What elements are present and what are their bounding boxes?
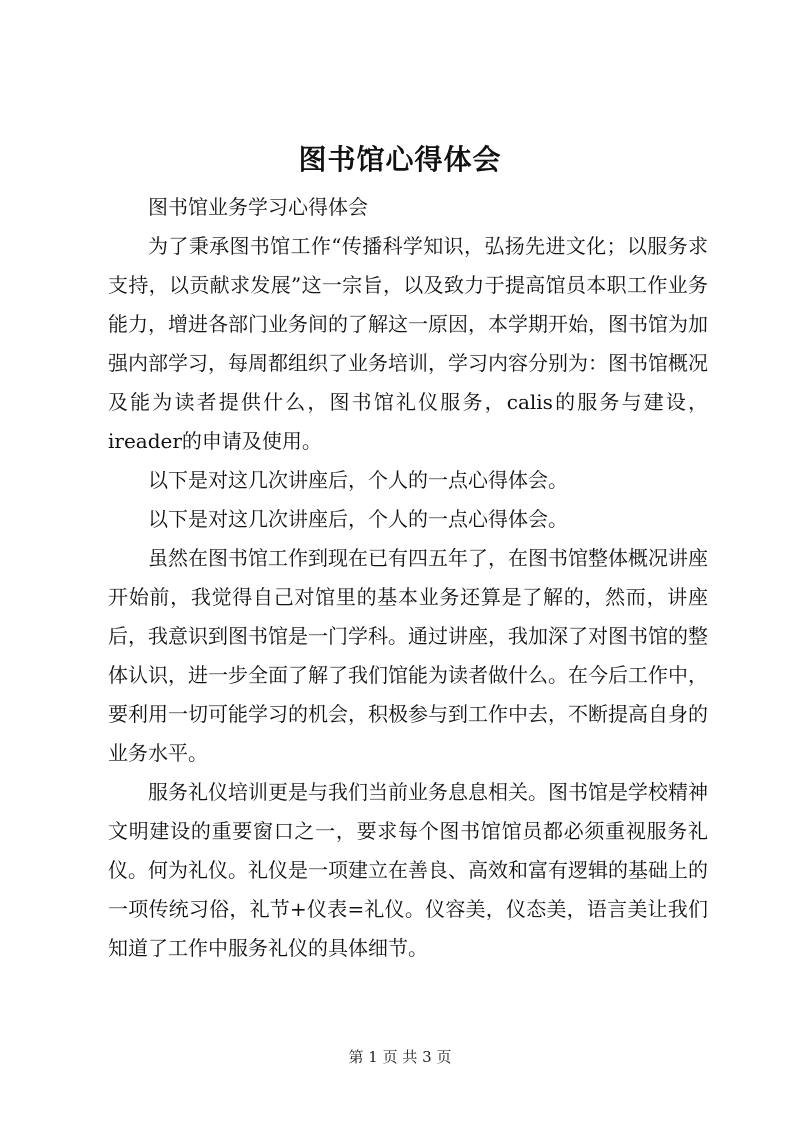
page-number-footer: 第 1 页 共 3 页 [348, 1048, 452, 1066]
document-body [108, 188, 708, 968]
paragraph-intro: 为了秉承图书馆工作“传播科学知识，弘扬先进文化；以服务求支持，以贡献求发展”这一宗旨，以及致力于提高馆员本职工作业务能力，增进各部门业务间的了解这一原因，本学期开始，图书馆为加强内部学习，每周都组织了业务培训，学习内容分别为：图书馆概况及能为读者提供什么，图书馆礼仪服务，calis的服务与建设，ireader的申请及使用。 [108, 234, 708, 453]
paragraph-etiquette-training: 服务礼仪培训更是与我们当前业务息息相关。图书馆是学校精神文明建设的重要窗口之一，要求每个图书馆馆员都必须重视服务礼仪。何为礼仪。礼仪是一项建立在善良、高效和富有逻辑的基础上的一项传统习俗，礼节+仪表=礼仪。仪容美，仪态美，语言美让我们知道了工作中服务礼仪的具体细节。 [108, 780, 708, 960]
document-title: 图书馆心得体会 [298, 143, 502, 176]
paragraph-lead-in: 以下是对这几次讲座后，个人的一点心得体会。 [148, 468, 568, 492]
paragraph-lead-in-repeat: 以下是对这几次讲座后，个人的一点心得体会。 [148, 507, 568, 531]
paragraph-subtitle: 图书馆业务学习心得体会 [148, 195, 368, 219]
paragraph-overview-lecture: 虽然在图书馆工作到现在已有四五年了，在图书馆整体概况讲座开始前，我觉得自己对馆里的基本业务还算是了解的，然而，讲座后，我意识到图书馆是一门学科。通过讲座，我加深了对图书馆的整体认识，进一步全面了解了我们馆能为读者做什么。在今后工作中，要利用一切可能学习的机会，积极参与到工作中去，不断提高自身的业务水平。 [108, 546, 708, 765]
